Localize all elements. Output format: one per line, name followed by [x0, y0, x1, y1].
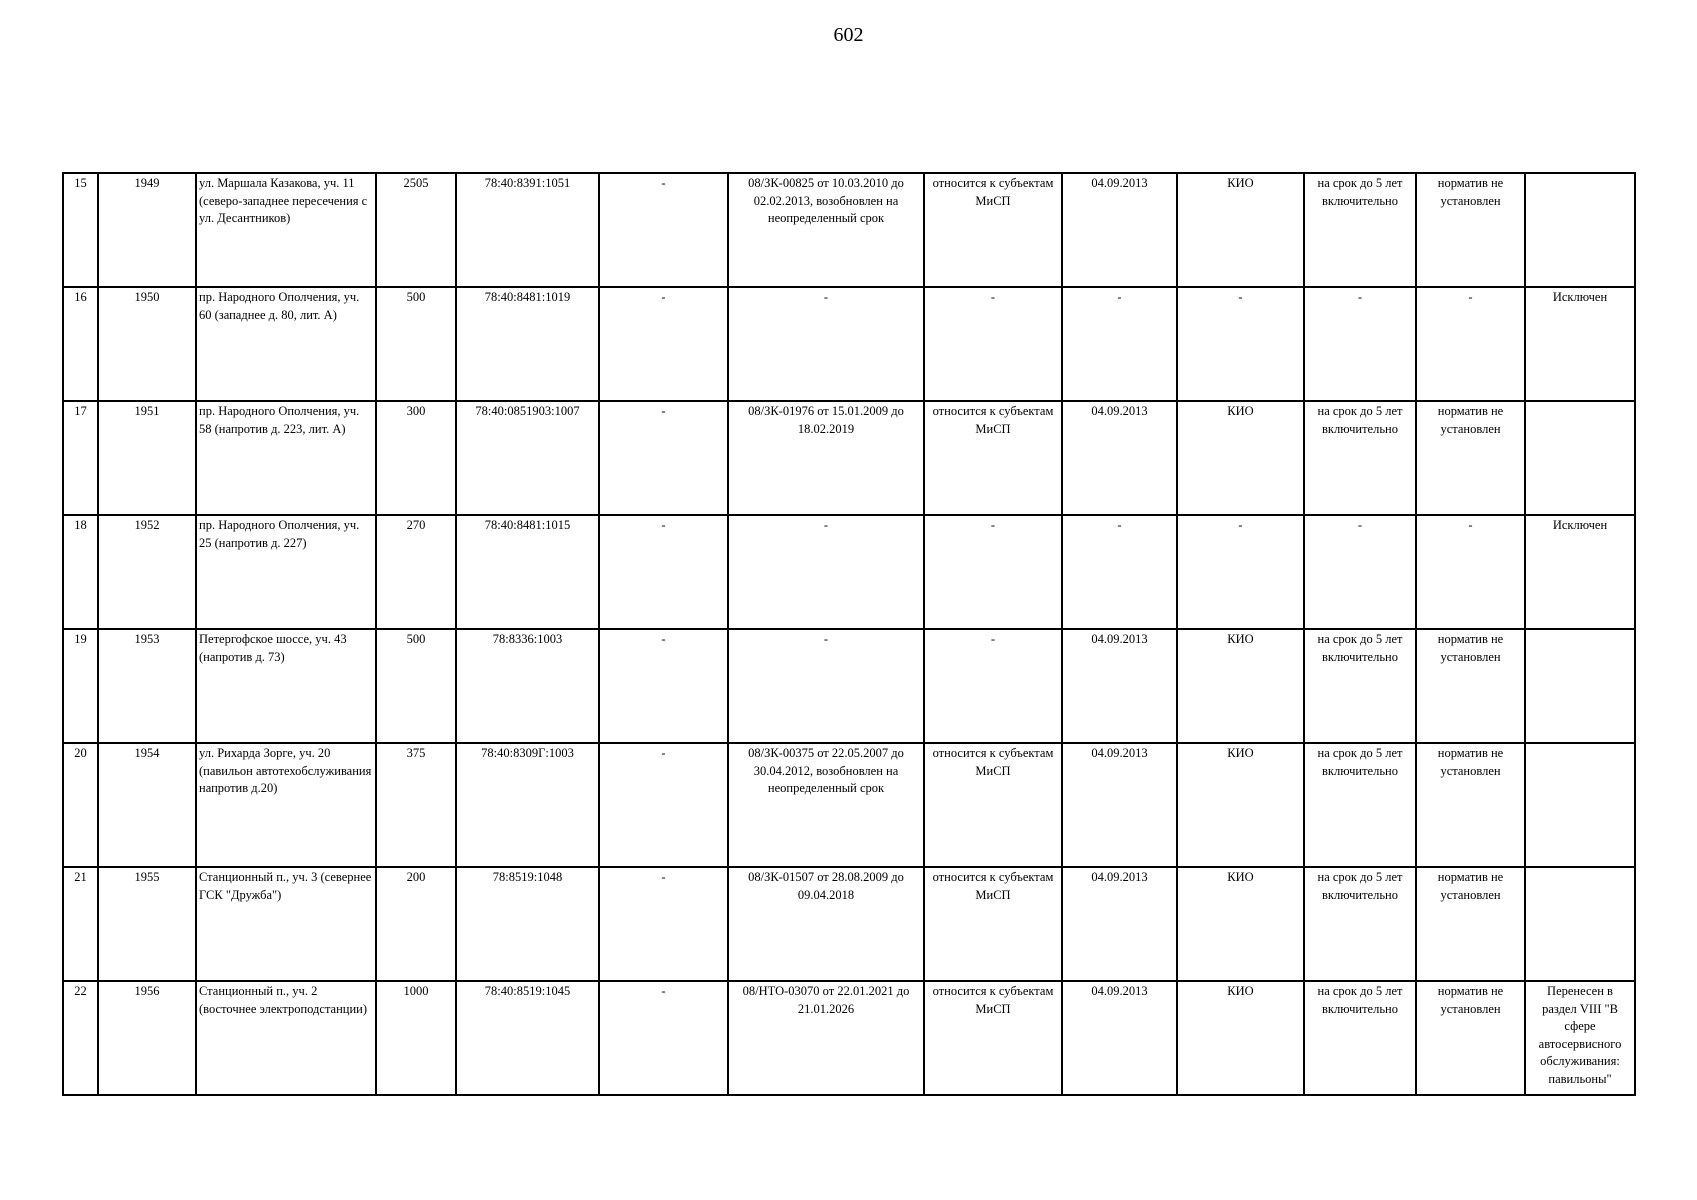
- area-cell: 1000: [376, 981, 456, 1095]
- cadastral-number: 78:40:0851903:1007: [456, 401, 599, 515]
- note-cell: [1525, 629, 1635, 743]
- column-6-cell: -: [599, 981, 728, 1095]
- object-id: 1956: [98, 981, 196, 1095]
- register-table: [62, 172, 1636, 1096]
- column-6-cell: -: [599, 173, 728, 287]
- area-cell: 300: [376, 401, 456, 515]
- smsp-cell: -: [924, 515, 1062, 629]
- area-cell: 500: [376, 287, 456, 401]
- note-cell: Перенесен в раздел VIII "В сфере автосервисного обслуживания: павильоны": [1525, 981, 1635, 1095]
- organ-cell: КИО: [1177, 173, 1304, 287]
- smsp-cell: относится к субъектам МиСП: [924, 867, 1062, 981]
- organ-cell: КИО: [1177, 401, 1304, 515]
- smsp-cell: относится к субъектам МиСП: [924, 743, 1062, 867]
- organ-cell: -: [1177, 515, 1304, 629]
- cadastral-number: 78:40:8391:1051: [456, 173, 599, 287]
- address-cell: ул. Маршала Казакова, уч. 11 (северо-западнее пересечения с ул. Десантников): [196, 173, 376, 287]
- row-number: 16: [63, 287, 98, 401]
- organ-cell: -: [1177, 287, 1304, 401]
- area-cell: 270: [376, 515, 456, 629]
- smsp-cell: -: [924, 629, 1062, 743]
- norm-cell: норматив не установлен: [1416, 867, 1525, 981]
- term-cell: на срок до 5 лет включительно: [1304, 173, 1416, 287]
- address-cell: пр. Народного Ополчения, уч. 60 (западнее д. 80, лит. А): [196, 287, 376, 401]
- date-cell: 04.09.2013: [1062, 981, 1177, 1095]
- term-cell: на срок до 5 лет включительно: [1304, 867, 1416, 981]
- organ-cell: КИО: [1177, 629, 1304, 743]
- cadastral-number: 78:8519:1048: [456, 867, 599, 981]
- date-cell: 04.09.2013: [1062, 401, 1177, 515]
- term-cell: на срок до 5 лет включительно: [1304, 743, 1416, 867]
- date-cell: 04.09.2013: [1062, 867, 1177, 981]
- date-cell: 04.09.2013: [1062, 173, 1177, 287]
- norm-cell: -: [1416, 515, 1525, 629]
- date-cell: -: [1062, 515, 1177, 629]
- date-cell: 04.09.2013: [1062, 743, 1177, 867]
- address-cell: ул. Рихарда Зорге, уч. 20 (павильон автотехобслуживания напротив д.20): [196, 743, 376, 867]
- note-cell: [1525, 401, 1635, 515]
- address-cell: Станционный п., уч. 2 (восточнее электроподстанции): [196, 981, 376, 1095]
- table-row: [63, 743, 1635, 867]
- row-number: 18: [63, 515, 98, 629]
- cadastral-number: 78:8336:1003: [456, 629, 599, 743]
- row-number: 15: [63, 173, 98, 287]
- note-cell: [1525, 173, 1635, 287]
- table-row: [63, 173, 1635, 287]
- date-cell: -: [1062, 287, 1177, 401]
- smsp-cell: -: [924, 287, 1062, 401]
- date-cell: 04.09.2013: [1062, 629, 1177, 743]
- contract-cell: 08/ЗК-01976 от 15.01.2009 до 18.02.2019: [728, 401, 924, 515]
- column-6-cell: -: [599, 867, 728, 981]
- row-number: 20: [63, 743, 98, 867]
- cadastral-number: 78:40:8481:1019: [456, 287, 599, 401]
- smsp-cell: относится к субъектам МиСП: [924, 981, 1062, 1095]
- norm-cell: -: [1416, 287, 1525, 401]
- object-id: 1951: [98, 401, 196, 515]
- area-cell: 200: [376, 867, 456, 981]
- note-cell: [1525, 743, 1635, 867]
- address-cell: Станционный п., уч. 3 (севернее ГСК "Дружба"): [196, 867, 376, 981]
- norm-cell: норматив не установлен: [1416, 401, 1525, 515]
- contract-cell: -: [728, 287, 924, 401]
- row-number: 21: [63, 867, 98, 981]
- object-id: 1949: [98, 173, 196, 287]
- area-cell: 2505: [376, 173, 456, 287]
- object-id: 1953: [98, 629, 196, 743]
- norm-cell: норматив не установлен: [1416, 981, 1525, 1095]
- row-number: 17: [63, 401, 98, 515]
- norm-cell: норматив не установлен: [1416, 173, 1525, 287]
- term-cell: на срок до 5 лет включительно: [1304, 981, 1416, 1095]
- contract-cell: 08/ЗК-00375 от 22.05.2007 до 30.04.2012, возобновлен на неопределенный срок: [728, 743, 924, 867]
- table-row: [63, 981, 1635, 1095]
- row-number: 22: [63, 981, 98, 1095]
- note-cell: Исключен: [1525, 287, 1635, 401]
- term-cell: -: [1304, 515, 1416, 629]
- smsp-cell: относится к субъектам МиСП: [924, 173, 1062, 287]
- organ-cell: КИО: [1177, 867, 1304, 981]
- column-6-cell: -: [599, 743, 728, 867]
- contract-cell: 08/НТО-03070 от 22.01.2021 до 21.01.2026: [728, 981, 924, 1095]
- table-row: [63, 401, 1635, 515]
- address-cell: пр. Народного Ополчения, уч. 25 (напротив д. 227): [196, 515, 376, 629]
- contract-cell: 08/ЗК-01507 от 28.08.2009 до 09.04.2018: [728, 867, 924, 981]
- norm-cell: норматив не установлен: [1416, 743, 1525, 867]
- organ-cell: КИО: [1177, 743, 1304, 867]
- column-6-cell: -: [599, 515, 728, 629]
- organ-cell: КИО: [1177, 981, 1304, 1095]
- area-cell: 500: [376, 629, 456, 743]
- term-cell: -: [1304, 287, 1416, 401]
- object-id: 1954: [98, 743, 196, 867]
- table-row: [63, 515, 1635, 629]
- column-6-cell: -: [599, 629, 728, 743]
- smsp-cell: относится к субъектам МиСП: [924, 401, 1062, 515]
- cadastral-number: 78:40:8481:1015: [456, 515, 599, 629]
- term-cell: на срок до 5 лет включительно: [1304, 401, 1416, 515]
- address-cell: Петергофское шоссе, уч. 43 (напротив д. 73): [196, 629, 376, 743]
- page-number: 602: [833, 24, 864, 46]
- area-cell: 375: [376, 743, 456, 867]
- cadastral-number: 78:40:8519:1045: [456, 981, 599, 1095]
- table-row: [63, 867, 1635, 981]
- table-row: [63, 629, 1635, 743]
- object-id: 1952: [98, 515, 196, 629]
- row-number: 19: [63, 629, 98, 743]
- table-row: [63, 287, 1635, 401]
- norm-cell: норматив не установлен: [1416, 629, 1525, 743]
- register-body: [63, 173, 1635, 1095]
- term-cell: на срок до 5 лет включительно: [1304, 629, 1416, 743]
- note-cell: [1525, 867, 1635, 981]
- column-6-cell: -: [599, 401, 728, 515]
- contract-cell: -: [728, 515, 924, 629]
- address-cell: пр. Народного Ополчения, уч. 58 (напротив д. 223, лит. А): [196, 401, 376, 515]
- note-cell: Исключен: [1525, 515, 1635, 629]
- contract-cell: -: [728, 629, 924, 743]
- object-id: 1955: [98, 867, 196, 981]
- cadastral-number: 78:40:8309Г:1003: [456, 743, 599, 867]
- object-id: 1950: [98, 287, 196, 401]
- column-6-cell: -: [599, 287, 728, 401]
- contract-cell: 08/ЗК-00825 от 10.03.2010 до 02.02.2013, возобновлен на неопределенный срок: [728, 173, 924, 287]
